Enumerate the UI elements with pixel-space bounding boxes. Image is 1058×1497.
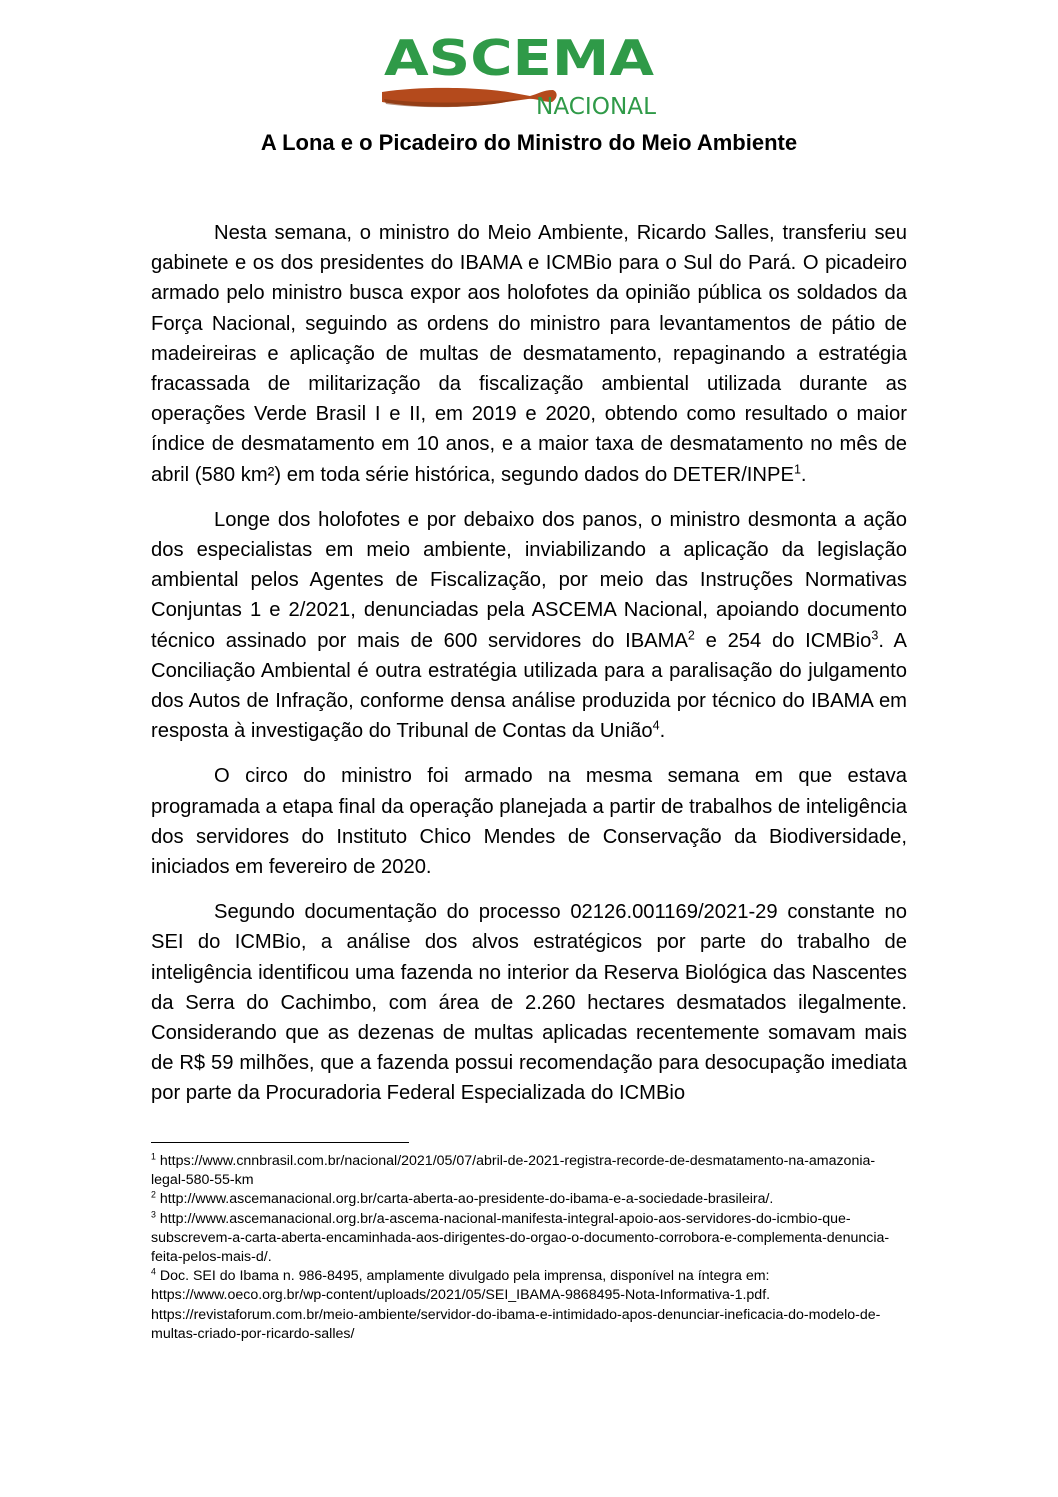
footnote-number-2: 2: [151, 1189, 156, 1200]
footnote-separator: [151, 1142, 409, 1143]
footnote-1-link[interactable]: https://www.cnnbrasil.com.br/nacional/2021/05/07/abril-de-2021-registra-recorde-de-desmatamento-na-amazonia-legal-580-55-km: [151, 1153, 876, 1189]
paragraph-1-text-a: Nesta semana, o ministro do Meio Ambiente, Ricardo Salles, transferiu seu gabinete e os dos presidentes do IBAMA e ICMBio para o Sul do Pará. O picadeiro armado pelo ministro busca expor aos holofotes da opinião pública os soldados da Força Nacional, seguindo as ordens do ministro para levantamentos de pátio de madeireiras e aplicação de multas de desmatamento, repaginando a estratégia fracassada de militarização da fiscalização ambiental utilizada durante as operações Verde Brasil I e II, em 2019 e 2020, obtendo como resultado o maior índice de desmatamento em 10 anos, e a maior taxa de desmatamento no mês de abril (580 km²) em toda série histórica, segundo dados do DETER/INPE: [151, 222, 907, 486]
document-body: [151, 218, 907, 1124]
paragraph-2-text-b: e 254 do ICMBio: [694, 629, 872, 652]
footnote-ref-4: 4: [652, 718, 660, 733]
footnote-number-3: 3: [151, 1208, 156, 1219]
paragraph-2-text-c: . A Conciliação Ambiental é outra estratégia utilizada para a paralisação do julgamento dos Autos de Infração, conforme densa análise produzida por técnico do IBAMA em resposta à investigação do Tribunal de Contas da União: [151, 629, 907, 743]
footnote-4: [151, 1267, 907, 1286]
footnote-ref-1: 1: [793, 461, 801, 476]
footnote-ref-2: 2: [687, 627, 695, 642]
footnote-4-link-1[interactable]: https://www.oeco.org.br/wp-content/uploads/2021/05/SEI_IBAMA-9868495-Nota-Informativa-1.pdf.: [151, 1287, 771, 1304]
paragraph-1: [151, 218, 907, 490]
footnote-number-4: 4: [151, 1266, 156, 1277]
paragraph-2-text-a: Longe dos holofotes e por debaixo dos panos, o ministro desmonta a ação dos especialistas em meio ambiente, inviabilizando a aplicação da legislação ambiental pelos Agentes de Fiscalização, por meio das Instruções Normativas Conjuntas 1 e 2/2021, denunciadas pela ASCEMA Nacional, apoiando documento técnico assinado por mais de 600 servidores do IBAMA: [151, 508, 907, 652]
footnote-2-link[interactable]: http://www.ascemanacional.org.br/carta-aberta-ao-presidente-do-ibama-e-a-sociedade-brasileira/.: [155, 1191, 774, 1208]
logo-brand-top: ASCEMA: [384, 30, 655, 87]
paragraph-1-text-b: .: [800, 463, 807, 486]
footnote-3: [151, 1210, 907, 1268]
footnotes: [151, 1152, 907, 1344]
paragraph-3: [151, 761, 907, 882]
paragraph-3-text: O circo do ministro foi armado na mesma semana em que estava programada a etapa final da operação planejada a partir de trabalhos de inteligência dos servidores do Instituto Chico Mendes de Conservação da Biodiversidade, iniciados em fevereiro de 2020.: [151, 765, 907, 879]
footnote-ref-3: 3: [871, 627, 879, 642]
footnote-number-1: 1: [151, 1151, 156, 1162]
paragraph-2: [151, 505, 907, 747]
footnote-4-text: Doc. SEI do Ibama n. 986-8495, amplamente divulgado pela imprensa, disponível na íntegra em:: [155, 1268, 770, 1285]
footnote-1: [151, 1152, 907, 1190]
ascema-nacional-logo: [380, 30, 658, 120]
logo-brand-bottom: NACIONAL: [536, 94, 657, 120]
footnote-3-link[interactable]: http://www.ascemanacional.org.br/a-ascema-nacional-manifesta-integral-apoio-aos-servidores-do-icmbio-que-subscrevem-a-carta-aberta-encaminhada-aos-dirigentes-do-orgao-o-documento-corrobora-e-complementa-denuncia-feita-pelos-mais-d/.: [151, 1210, 890, 1266]
paragraph-2-text-d: .: [659, 720, 666, 743]
footnote-4-link-2[interactable]: https://revistaforum.com.br/meio-ambiente/servidor-do-ibama-e-intimidado-apos-denunciar-ineficacia-do-modelo-de-multas-criado-por-ricardo-salles/: [151, 1306, 881, 1342]
footnote-2: [151, 1190, 907, 1209]
document-title: A Lona e o Picadeiro do Ministro do Meio Ambiente: [260, 130, 798, 155]
paragraph-4: [151, 897, 907, 1108]
paragraph-4-text: Segundo documentação do processo 02126.001169/2021-29 constante no SEI do ICMBio, a análise dos alvos estratégicos por parte do trabalho de inteligência identificou uma fazenda no interior da Reserva Biológica das Nascentes da Serra do Cachimbo, com área de 2.260 hectares desmatados ilegalmente. Considerando que as dezenas de multas aplicadas recentemente somavam mais de R$ 59 milhões, que a fazenda possui recomendação para desocupação imediata por parte da Procuradoria Federal Especializada do ICMBio: [151, 901, 907, 1105]
